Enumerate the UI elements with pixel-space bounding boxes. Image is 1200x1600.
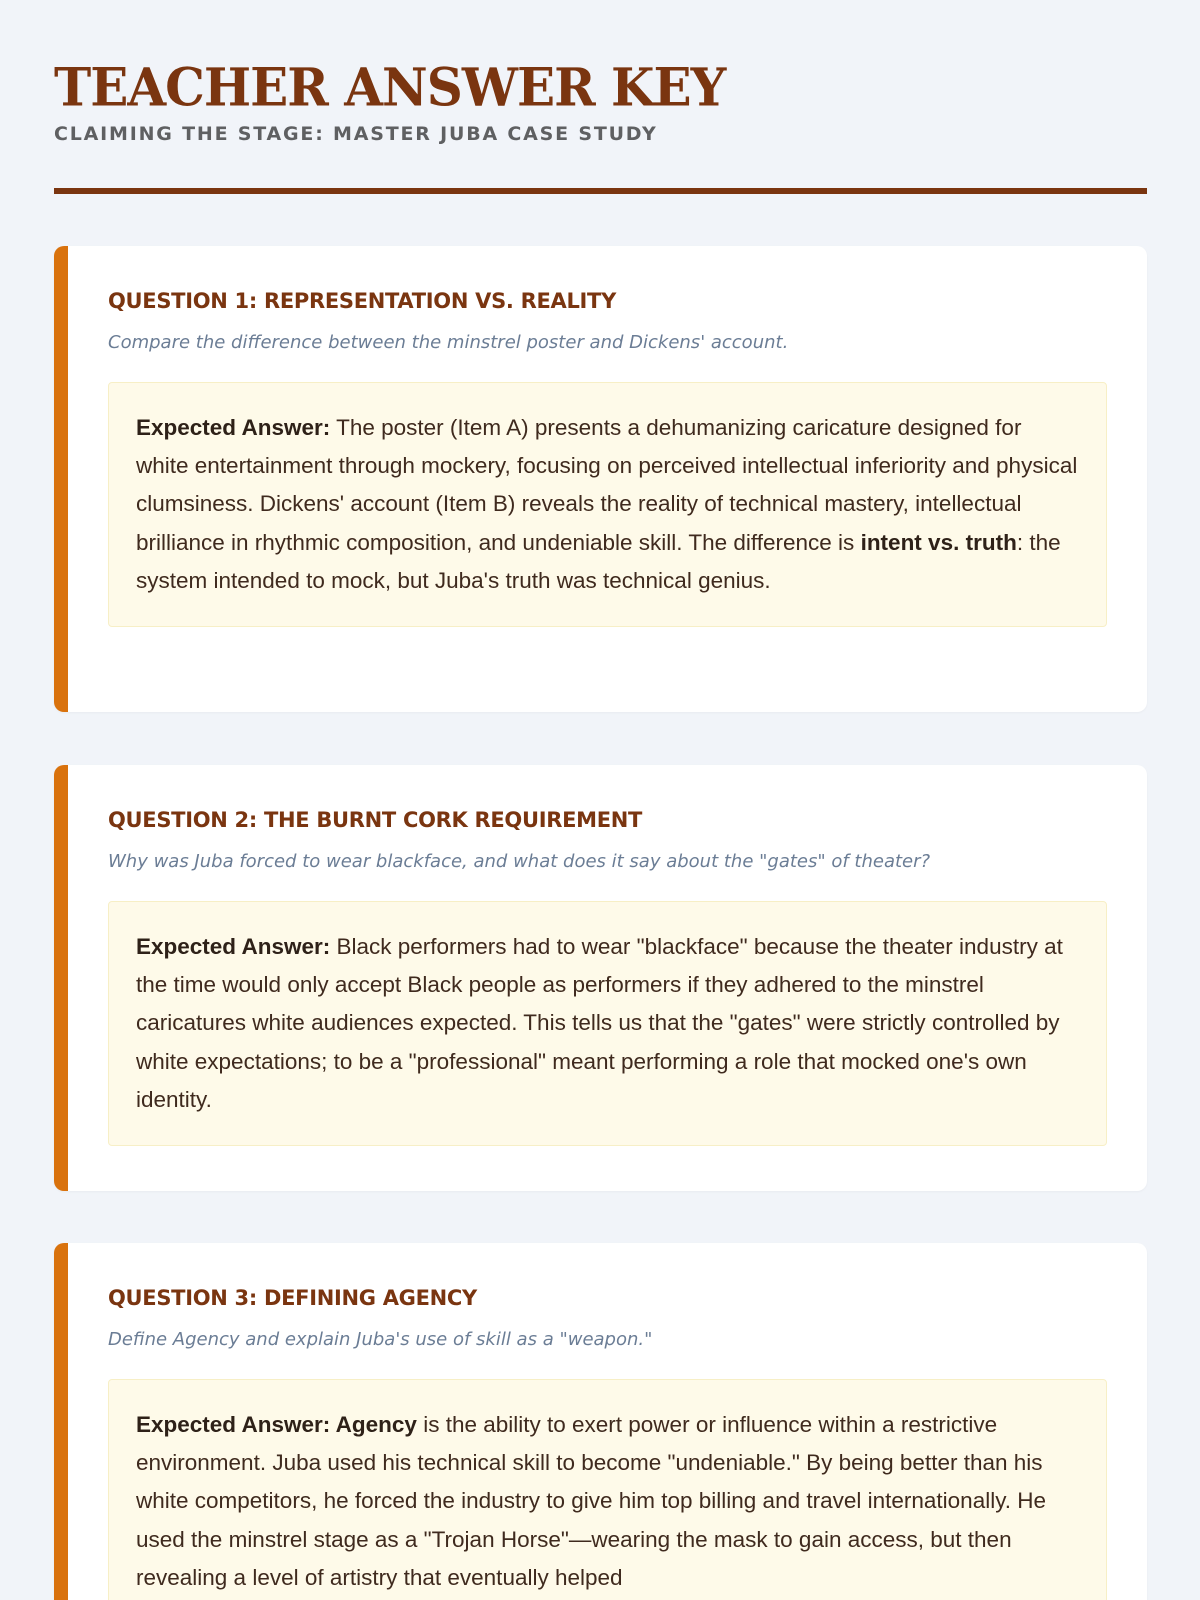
answer-text: The poster (Item A) presents a dehumanizing caricature designed for white entertainment through mockery, focusing on perceived intellectual inferiority and physical clumsiness. Dickens' account (Item B) reveals the reality of technical mastery, intellectual brilliance in rhythmic composition, and undeniable skill. The difference is <box>136 415 1078 555</box>
question-card-1 <box>54 246 1147 712</box>
question-prompt: Compare the difference between the minstrel poster and Dickens' account. <box>108 332 789 353</box>
answer-label: Expected Answer: <box>136 415 331 440</box>
expected-answer-box <box>108 1379 1107 1600</box>
question-title: QUESTION 1: REPRESENTATION VS. REALITY <box>108 289 616 313</box>
question-title: QUESTION 2: THE BURNT CORK REQUIREMENT <box>108 808 643 832</box>
question-card-3 <box>54 1243 1147 1600</box>
question-title: QUESTION 3: DEFINING AGENCY <box>108 1286 477 1310</box>
question-card-2 <box>54 765 1147 1191</box>
header-divider <box>54 188 1147 194</box>
answer-label: Expected Answer: <box>136 1412 331 1437</box>
question-prompt: Why was Juba forced to wear blackface, and what does it say about the "gates" of theater? <box>108 851 931 872</box>
answer-text: Black performers had to wear "blackface" because the theater industry at the time would only accept Black people as performers if they adhered to the minstrel caricatures white audiences expected. This tells us that the "gates" were strictly controlled by white expectations; to be a "professional" meant performing a role that mocked one's own identity. <box>136 934 1063 1112</box>
answer-text-continued: : the system intended to mock, but Juba's truth was technical genius. <box>136 529 1061 593</box>
page-subtitle: CLAIMING THE STAGE: MASTER JUBA CASE STUDY <box>54 123 658 145</box>
question-prompt: Define Agency and explain Juba's use of skill as a "weapon." <box>108 1329 653 1350</box>
answer-emphasis: Agency <box>330 1412 417 1437</box>
page-header <box>54 0 1147 194</box>
answer-text: is the ability to exert power or influence within a restrictive environment. Juba used his technical skill to become "undeniable." By being better than his white competitors, he forced the industry to give him top billing and travel internationally. He used the minstrel stage as a "Trojan Horse"—wearing the mask to gain access, but then revealing a level of artistry that eventually helped <box>136 1412 1047 1590</box>
answer-key-page <box>54 0 1147 1590</box>
expected-answer-box <box>108 382 1107 627</box>
page-title: TEACHER ANSWER KEY <box>54 56 726 119</box>
answer-label: Expected Answer: <box>136 934 331 959</box>
answer-emphasis: intent vs. truth <box>860 529 1017 555</box>
expected-answer-box <box>108 901 1107 1146</box>
